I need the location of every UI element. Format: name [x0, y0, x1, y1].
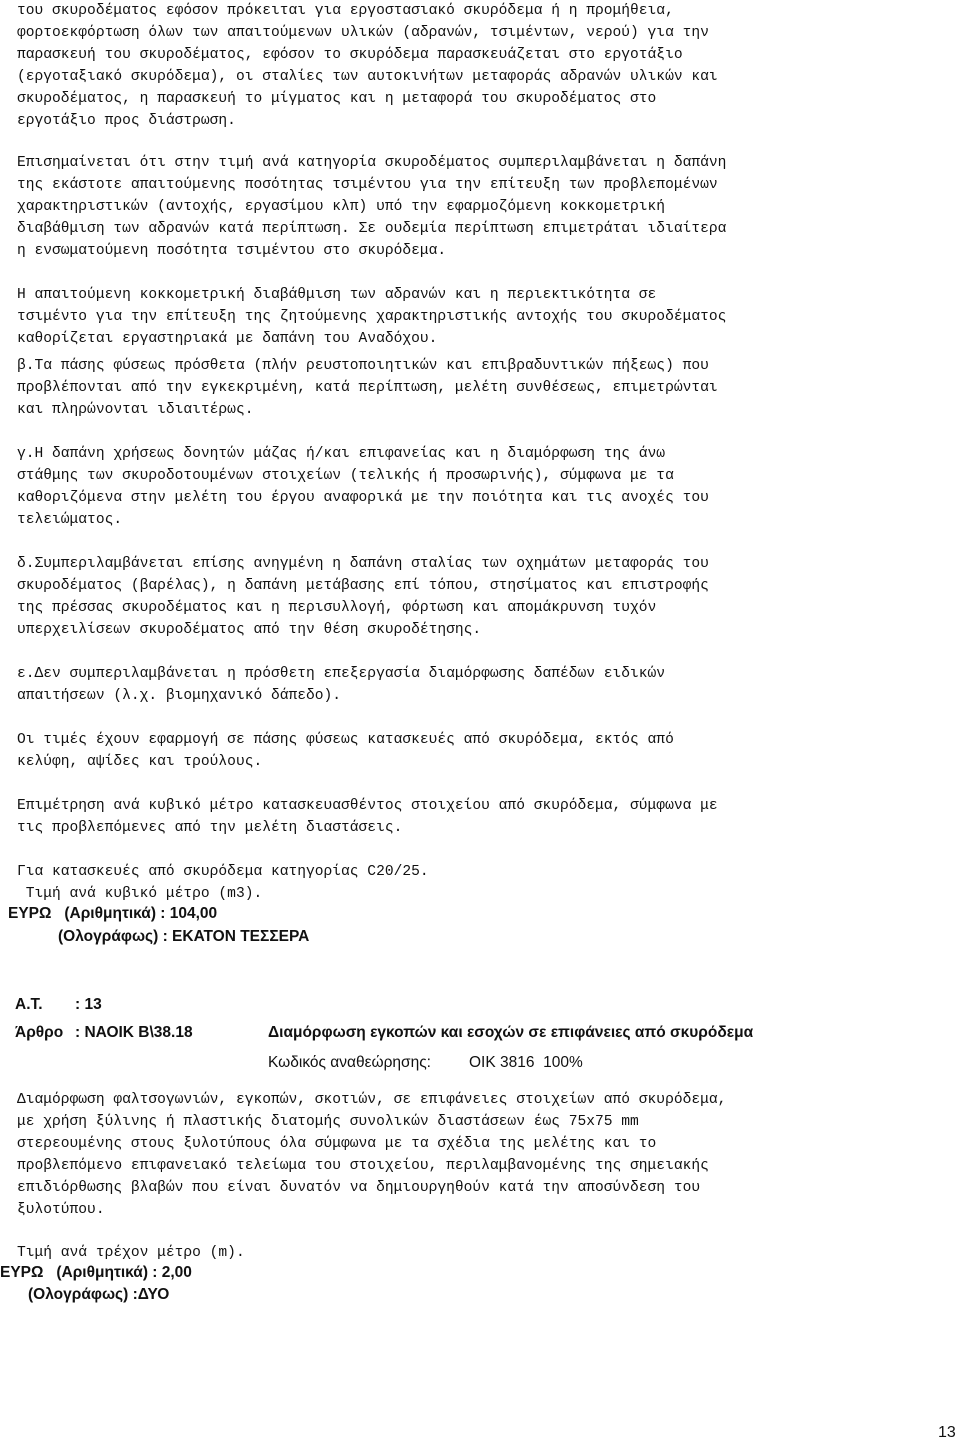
text-line: της πρέσσας σκυροδέματος και η περισυλλογή, φόρτωση και απομάκρυνση τυχόν [17, 600, 657, 616]
text-line: ε.Δεν συμπεριλαμβάνεται η πρόσθετη επεξεργασία διαμόρφωσης δαπέδων ειδικών [17, 666, 666, 682]
at-label: Α.Τ. [15, 996, 43, 1013]
text-line: προβλεπόμενο επιφανειακό τελείωμα του στοιχείου, περιλαμβανομένης της σημειακής [17, 1158, 709, 1174]
text-line: (εργοταξιακό σκυρόδεμα), οι σταλίες των αυτοκινήτων μεταφοράς αδρανών υλικών και [17, 69, 718, 85]
text-line: τελειώματος. [17, 512, 123, 528]
text-line: διαβάθμιση των αδρανών κατά περίπτωση. Σε ουδεμία περίπτωση επιμετράται ιδιαίτερα [17, 221, 727, 237]
text-line: Η απαιτούμενη κοκκομετρική διαβάθμιση των αδρανών και η περιεκτικότητα σε [17, 287, 657, 303]
text-line: καθοριζόμενα στην μελέτη του έργου αναφορικά με την ποιότητα και τις ανοχές του [17, 490, 709, 506]
text-line: και πληρώνονται ιδιαιτέρως. [17, 402, 254, 418]
price-in-words: (Ολογράφως) :ΔΥΟ [28, 1286, 170, 1303]
text-line: της εκάστοτε απαιτούμενης ποσότητας τσιμέντου για την επίτευξη των προβλεπομένων [17, 177, 718, 193]
article-title: Διαμόρφωση εγκοπών και εσοχών σε επιφάνειες από σκυρόδεμα [268, 1024, 754, 1041]
text-line: β.Τα πάσης φύσεως πρόσθετα (πλήν ρευστοποιητικών και επιβραδυντικών πήξεως) που [17, 358, 709, 374]
text-line: ξυλοτύπου. [17, 1202, 105, 1218]
text-line: Επιμέτρηση ανά κυβικό μέτρο κατασκευασθέντος στοιχείου από σκυρόδεμα, σύμφωνα με [17, 798, 718, 814]
text-line: σκυροδέματος, η παρασκευή το μίγματος και η μεταφορά του σκυροδέματος στο [17, 91, 657, 107]
text-line: τις προβλεπόμενες από την μελέτη διαστάσεις. [17, 820, 403, 836]
text-line: παρασκευή του σκυροδέματος, εφόσον το σκυρόδεμα παρασκευάζεται στο εργοτάξιο [17, 47, 683, 63]
text-line: Οι τιμές έχουν εφαρμογή σε πάσης φύσεως κατασκευές από σκυρόδεμα, εκτός από [17, 732, 674, 748]
text-line: καθορίζεται εργαστηριακά με δαπάνη του Αναδόχου. [17, 331, 438, 347]
text-line: στερεουμένης στους ξυλοτύπους όλα σύμφωνα με τα σχέδια της μελέτης και το [17, 1136, 657, 1152]
unit-price-label: Τιμή ανά τρέχον μέτρο (m). [17, 1245, 245, 1261]
revision-value: ΟΙΚ 3816 100% [469, 1054, 583, 1071]
text-line: γ.Η δαπάνη χρήσεως δονητών μάζας ή/και επιφανείας και η διαμόρφωση της άνω [17, 446, 666, 462]
price-numeric: ΕΥΡΩ (Αριθμητικά) : 2,00 [0, 1264, 192, 1281]
text-line: Επισημαίνεται ότι στην τιμή ανά κατηγορία σκυροδέματος συμπεριλαμβάνεται η δαπάνη [17, 155, 727, 171]
text-line: του σκυροδέματος εφόσον πρόκειται για εργοστασιακό σκυρόδεμα ή η προμήθεια, [17, 3, 674, 19]
text-line: τσιμέντο για την επίτευξη της ζητούμενης χαρακτηριστικής αντοχής του σκυροδέματος [17, 309, 727, 325]
text-line: δ.Συμπεριλαμβάνεται επίσης ανηγμένη η δαπάνη σταλίας των οχημάτων μεταφοράς του [17, 556, 709, 572]
page-number: 13 [938, 1424, 956, 1441]
text-line: στάθμης των σκυροδοτουμένων στοιχείων (τελικής ή προσωρινής), σύμφωνα με τα [17, 468, 674, 484]
revision-label: Κωδικός αναθεώρησης: [268, 1054, 431, 1071]
text-line: σκυροδέματος (βαρέλας), η δαπάνη μετάβασης επί τόπου, στησίματος και επιστροφής [17, 578, 709, 594]
text-line: φορτοεκφόρτωση όλων των απαιτούμενων υλικών (αδρανών, τσιμέντων, νερού) για την [17, 25, 709, 41]
text-line: επιδιόρθωσης βλαβών που είναι δυνατόν να δημιουργηθούν κατά την αποσύνδεση του [17, 1180, 701, 1196]
text-line: απαιτήσεων (λ.χ. βιομηχανικό δάπεδο). [17, 688, 342, 704]
arthro-value: : ΝΑΟΙΚ Β\38.18 [75, 1024, 193, 1041]
text-line: υπερχειλίσεων σκυροδέματος από την θέση σκυροδέτησης. [17, 622, 482, 638]
text-line: κελύφη, αψίδες και τρούλους. [17, 754, 263, 770]
price-numeric: ΕΥΡΩ (Αριθμητικά) : 104,00 [8, 905, 218, 922]
text-line: η ενσωματούμενη ποσότητα τσιμέντου στο σκυρόδεμα. [17, 243, 447, 259]
unit-price-label: Τιμή ανά κυβικό μέτρο (m3). [17, 886, 263, 902]
text-line: χαρακτηριστικών (αντοχής, εργασίμου κλπ) υπό την εφαρμοζόμενη κοκκομετρική [17, 199, 666, 215]
price-in-words: (Ολογράφως) : ΕΚΑΤΟΝ ΤΕΣΣΕΡΑ [58, 928, 310, 945]
text-line: με χρήση ξύλινης ή πλαστικής διατομής συνολικών διαστάσεων έως 75x75 mm [17, 1114, 639, 1130]
arthro-label: Άρθρο [15, 1024, 64, 1041]
concrete-category-line: Για κατασκευές από σκυρόδεμα κατηγορίας C20/25. [17, 864, 429, 880]
text-line: Διαμόρφωση φαλτσογωνιών, εγκοπών, σκοτιών, σε επιφάνειες στοιχείων από σκυρόδεμα, [17, 1092, 727, 1108]
text-line: εργοτάξιο προς διάστρωση. [17, 113, 236, 129]
at-value: : 13 [75, 996, 102, 1013]
text-line: προβλέπονται από την εγκεκριμένη, κατά περίπτωση, μελέτη συνθέσεως, επιμετρώνται [17, 380, 718, 396]
